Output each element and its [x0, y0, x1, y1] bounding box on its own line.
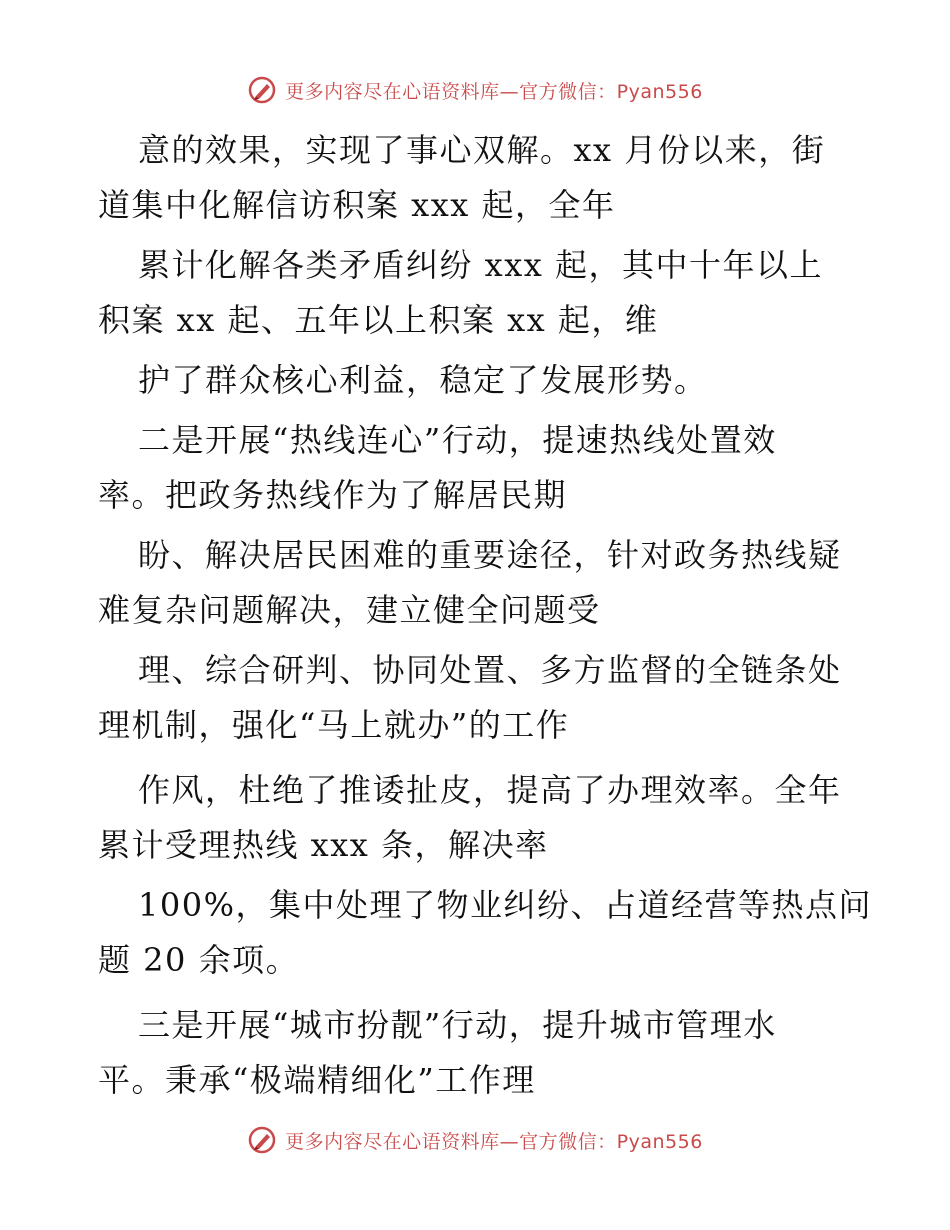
text-line: 护了群众核心利益，稳定了发展形势。 — [138, 361, 708, 399]
text-line: 积案 xx 起、五年以上积案 xx 起，维 — [98, 301, 659, 339]
text-line: 理机制，强化“马上就办”的工作 — [98, 706, 570, 744]
text-line: 率。把政务热线作为了解居民期 — [98, 476, 568, 514]
text-line: 平。秉承“极端精细化”工作理 — [98, 1061, 536, 1099]
header-watermark — [0, 70, 950, 110]
text-line: 理、综合研判、协同处置、多方监督的全链条处 — [138, 651, 842, 689]
text-line: 二是开展“热线连心”行动，提速热线处置效 — [138, 421, 777, 459]
header-watermark-text: 更多内容尽在心语资料库—官方微信：Pyan556 — [285, 80, 703, 103]
text-line: 三是开展“城市扮靓”行动，提升城市管理水 — [138, 1006, 777, 1044]
pen-logo-icon — [247, 75, 277, 105]
text-line: 100%，集中处理了物业纠纷、占道经营等热点问 — [138, 886, 872, 924]
text-line: 难复杂问题解决，建立健全问题受 — [98, 591, 601, 629]
text-line: 道集中化解信访积案 xxx 起，全年 — [98, 186, 616, 224]
text-line: 作风，杜绝了推诿扯皮，提高了办理效率。全年 — [138, 771, 842, 809]
pen-logo-icon — [247, 1125, 277, 1155]
text-line: 累计化解各类矛盾纠纷 xxx 起，其中十年以上 — [138, 246, 823, 284]
text-line: 盼、解决居民困难的重要途径，针对政务热线疑 — [138, 536, 842, 574]
text-line: 意的效果，实现了事心双解。xx 月份以来，街 — [138, 131, 826, 169]
footer-watermark-text: 更多内容尽在心语资料库—官方微信：Pyan556 — [285, 1130, 703, 1153]
text-line: 累计受理热线 xxx 条，解决率 — [98, 826, 549, 864]
footer-watermark — [0, 1120, 950, 1160]
text-line: 题 20 余项。 — [98, 941, 300, 979]
